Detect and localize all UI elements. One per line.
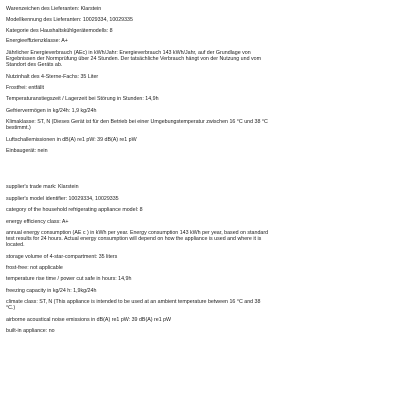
de-climate-class-line-1: Klimaklasse: ST, N (Dieses Gerät ist für den Betrieb bei einer Umgebungstemperatur zwischen 16 °C und 38 °C bbox=[6, 119, 268, 126]
en-built-in: built-in appliance: no bbox=[6, 328, 55, 335]
en-energy-class: energy efficiency class: A+ bbox=[6, 218, 69, 225]
en-climate-class-line-1: climate class: ST, N (This appliance is intended to be used at an ambient temperature between 16 °C and 38 bbox=[6, 299, 261, 306]
de-frost-free: Frostfrei: entfällt bbox=[6, 84, 44, 91]
en-freezing-capacity: freezing capacity in kg/24 h: 1,9kg/24h bbox=[6, 287, 97, 294]
en-annual-consumption-line-2: test results for 24 hours. Actual energy consumption will depend on how the appliance is used and where it is bbox=[6, 236, 262, 243]
en-frost-free: frost-free: not applicable bbox=[6, 265, 63, 272]
de-annual-consumption-line-2: Ergebnissen der Normprüfung über 24 Stunden. Der tatsächliche Verbrauch hängt von der Nutzung und vom bbox=[6, 55, 261, 62]
energy-label-document bbox=[6, 6, 392, 334]
de-temperature-rise: Temperaturanstiegszeit / Lagerzeit bei Störung in Stunden: 14,9h bbox=[6, 96, 159, 103]
de-model-identifier: Modellkennung des Lieferanten: 10029334, 10029335 bbox=[6, 16, 133, 23]
en-temperature-rise: temperature rise time / power cut safe in hours: 14,9h bbox=[6, 276, 132, 283]
de-category: Kategorie des Haushaltskühlgerätemodells: 8 bbox=[6, 27, 113, 34]
de-annual-consumption-line-3: Standort des Geräts ab. bbox=[6, 62, 63, 69]
de-noise-emissions: Luftschallemissionen in dB(A) re1 pW: 39 dB(A) re1 pW bbox=[6, 136, 137, 143]
english-section bbox=[6, 184, 392, 334]
en-climate-class-line-2: °C.) bbox=[6, 305, 16, 312]
de-supplier-trademark: Warenzeichen des Lieferanten: Klarstein bbox=[6, 6, 102, 12]
en-storage-volume: storage volume of 4-star-compartment: 35 liters bbox=[6, 253, 118, 260]
de-freezing-capacity: Gefriervermögen in kg/24h: 1,9 kg/24h bbox=[6, 107, 97, 114]
de-built-in: Einbaugerät: nein bbox=[6, 148, 48, 155]
en-noise-emissions: airborne acoustical noise emissions in dB(A) re1 pW: 39 dB(A) re1 pW bbox=[6, 316, 172, 323]
en-category: category of the household refrigerating appliance model: 8 bbox=[6, 207, 143, 214]
german-section bbox=[6, 6, 392, 154]
en-model-identifier: supplier's model identifier: 10029334, 10029335 bbox=[6, 195, 119, 202]
en-annual-consumption-line-1: annual energy consumption (AE c ) in kWh per year. Energy consumption 143 kWh per year, based on standard bbox=[6, 229, 269, 236]
de-annual-consumption-line-1: Jährlicher Energieverbrauch (AEc) in kWh/Jahr: Energieverbrauch 143 kWh/Jahr, auf der Grundlage von bbox=[6, 49, 251, 56]
en-annual-consumption-line-3: located. bbox=[6, 242, 25, 249]
en-supplier-trademark: supplier's trade mark: Klarstein bbox=[6, 184, 79, 191]
de-energy-class: Energieeffizienzklasse: A+ bbox=[6, 38, 68, 45]
de-climate-class-line-2: bestimmt.) bbox=[6, 125, 31, 132]
de-storage-volume: Nutzinhalt des 4-Sterne-Fachs: 35 Liter bbox=[6, 73, 99, 80]
